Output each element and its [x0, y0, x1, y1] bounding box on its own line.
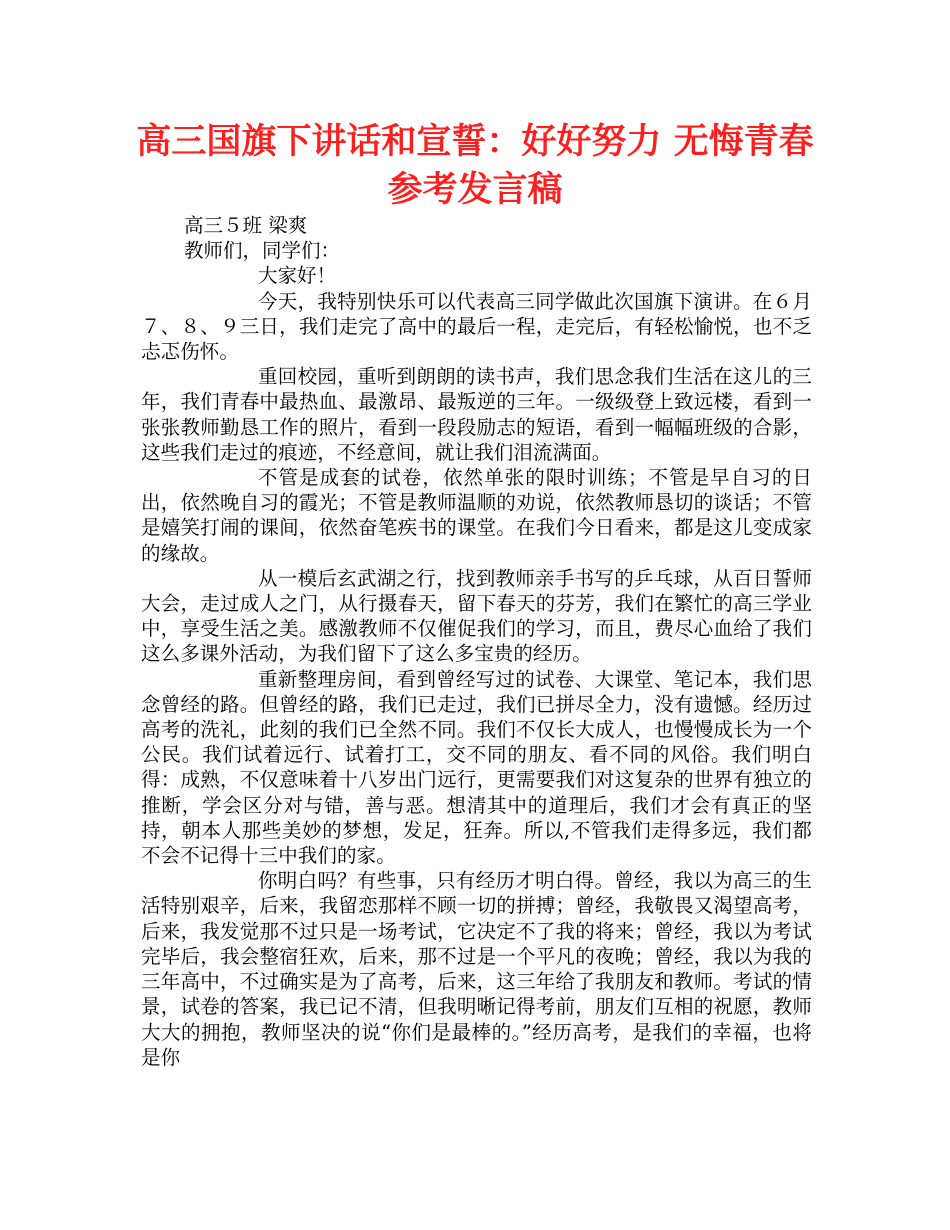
paragraph: 重回校园，重听到朗朗的读书声，我们思念我们生活在这儿的三年，我们青春中最热血、最激昂、最叛逆的三年。一级级登上致远楼，看到一张张教师勤恳工作的照片，看到一段段励志的短语，看到一幅幅班级的合影，这些我们走过的痕迹，不经意间，就让我们泪流满面。 — [141, 365, 812, 464]
hello-line: 大家好！ — [258, 264, 337, 288]
paragraph: 从一模后玄武湖之行，找到教师亲手书写的乒乓球，从百日誓师大会，走过成人之门，从行摄春天，留下春天的芬芳，我们在繁忙的高三学业中，享受生活之美。感激教师不仅催促我们的学习，而且，费尽心血给了我们这么多课外活动，为我们留下了这么多宝贵的经历。 — [141, 566, 812, 666]
speech-body — [141, 213, 812, 1070]
paragraph: 今天，我特别快乐可以代表高三同学做此次国旗下演讲。在６月７、８、９三日，我们走完了高中的最后一程，走完后，有轻松愉悦，也不乏忐忑伤怀。 — [141, 289, 812, 364]
paragraph: 你明白吗？有些事，只有经历才明白得。曾经，我以为高三的生活特别艰辛，后来，我留恋那样不顾一切的拼搏；曾经，我敬畏又渴望高考，后来，我发觉那不过只是一场考试，它决定不了我的将来；曾经，我以为考试完毕后，我会整宿狂欢，后来，那不过是一个平凡的夜晚；曾经，我以为我的三年高中，不过确实是为了高考，后来，这三年给了我朋友和教师。考试的情景，试卷的答案，我已记不清，但我明晰记得考前，朋友们互相的祝愿，教师大大的拥抱，教师坚决的说“你们是最棒的。”经历高考，是我们的幸福，也将是你 — [141, 869, 812, 1069]
document-title: 高三国旗下讲话和宣誓：好好努力 无悔青春参考发言稿 — [136, 122, 814, 210]
paragraph: 重新整理房间，看到曾经写过的试卷、大课堂、笔记本，我们思念曾经的路。但曾经的路，我们已走过，我们已拼尽全力，没有遗憾。经历过高考的洗礼，此刻的我们已全然不同。我们不仅长大成人，也慢慢成长为一个公民。我们试着远行、试着打工，交不同的朋友、看不同的风俗。我们明白得：成熟，不仅意味着十八岁出门远行，更需要我们对这复杂的世界有独立的推断，学会区分对与错，善与恶。想清其中的道理后，我们才会有真正的坚持，朝本人那些美妙的梦想，发足，狂奔。所以,不管我们走得多远，我们都不会不记得十三中我们的家。 — [141, 667, 812, 868]
paragraph: 不管是成套的试卷，依然单张的限时训练；不管是早自习的日出，依然晚自习的霞光；不管是教师温顺的劝说，依然教师恳切的谈话；不管是嬉笑打闹的课间，依然奋笔疾书的课堂。在我们今日看来，都是这儿变成家的缘故。 — [141, 466, 812, 565]
greeting-line: 教师们，同学们： — [184, 239, 341, 263]
author-line: 高三５班 梁爽 — [184, 214, 308, 237]
